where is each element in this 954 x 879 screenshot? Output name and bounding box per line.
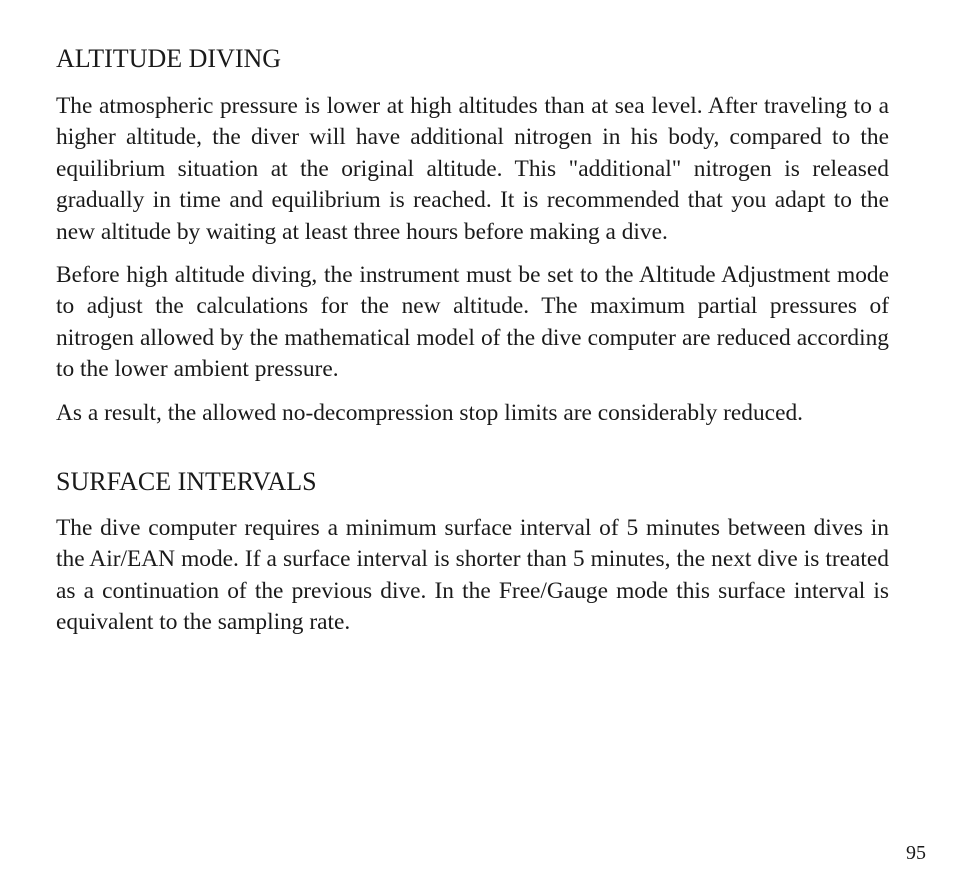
- heading-altitude-diving: ALTITUDE DIVING: [56, 44, 282, 73]
- paragraph-altitude-2: Before high altitude diving, the instrument must be set to the Altitude Adjustment mode to adjust the calculations for the new altitude. The maximum partial pressures of nitrogen allowed by the mathematical model of the dive computer are reduced according to the lower ambient pressure.: [56, 262, 889, 383]
- page-content: [56, 42, 889, 651]
- paragraph-altitude-3: As a result, the allowed no-decompression stop limits are considerably reduced.: [56, 399, 803, 426]
- paragraph-altitude-1: The atmospheric pressure is lower at high altitudes than at sea level. After traveling to a higher altitude, the diver will have additional nitrogen in his body, compared to the equilibrium situation at the original altitude. This "additional" nitrogen is released gradually in time and equilibrium is reached. It is recommended that you adapt to the new altitude by waiting at least three hours before making a dive.: [56, 93, 889, 245]
- paragraph-surface-1: The dive computer requires a minimum surface interval of 5 minutes between dives in the Air/EAN mode. If a surface interval is shorter than 5 minutes, the next dive is treated as a continuation of the previous dive. In the Free/Gauge mode this surface interval is equivalent to the sampling rate.: [56, 515, 889, 636]
- page-number: 95: [906, 842, 926, 864]
- heading-surface-intervals: SURFACE INTERVALS: [56, 467, 317, 497]
